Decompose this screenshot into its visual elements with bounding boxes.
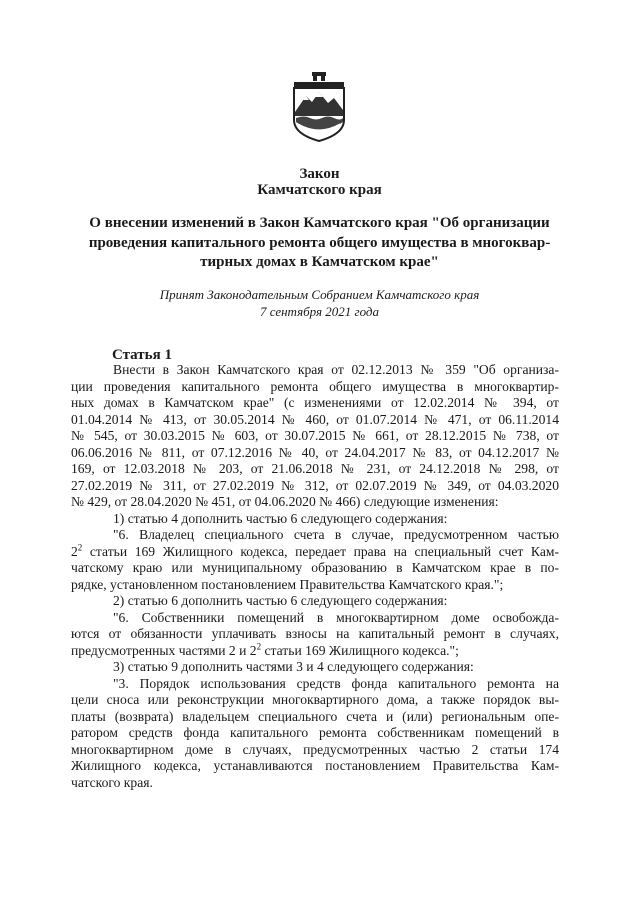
kamchatka-coat-of-arms-icon — [292, 72, 346, 142]
law-title-line: проведения капитального ремонта общего имущества в многоквар- — [88, 234, 551, 251]
body-line-with-superscript — [71, 541, 559, 561]
body-line-part: предусмотренных частями 2 и 2 — [71, 642, 257, 658]
body-line: "3. Порядок использования средств фонда капитального ремонта на — [113, 675, 559, 691]
superscript-mark: 2 — [77, 541, 83, 552]
adoption-date: 7 сентября 2021 года — [259, 304, 380, 319]
adoption-body: Принят Законодательным Собранием Камчатского края — [159, 287, 480, 302]
law-word: Закон — [299, 166, 340, 182]
law-title-line: О внесении изменений в Закон Камчатского края "Об организации — [89, 215, 550, 231]
law-title — [60, 214, 579, 273]
body-line-with-superscript — [71, 640, 559, 660]
body-line: ратором средств фонда капитального ремонта собственникам помещений в — [71, 725, 559, 740]
body-line: чатского края. — [71, 774, 153, 790]
body-line: "6. Владелец специального счета в случае, предусмотренном частью — [113, 527, 559, 542]
body-line-part: 2 — [71, 543, 78, 559]
article-heading: Статья 1 — [112, 347, 172, 363]
article-body — [71, 362, 559, 791]
body-line-part: статьи 169 Жилищного кодекса, передает права на специальный счет Кам- — [82, 543, 559, 559]
body-line: чатскому краю или муниципальному образованию в Камчатском крае в по- — [71, 560, 559, 575]
body-line: 3) статью 9 дополнить частями 3 и 4 следующего содержания: — [113, 659, 474, 674]
body-line: Внести в Закон Камчатского края от 02.12.2013 № 359 "Об организа- — [113, 362, 559, 377]
adoption-note — [60, 286, 579, 320]
body-line: 169, от 12.03.2018 № 203, от 21.06.2018 № 231, от 24.12.2018 № 298, от — [71, 461, 559, 476]
body-line: "6. Собственники помещений в многоквартирном доме освобожда- — [113, 609, 559, 625]
law-title-line: тирных домах в Камчатском крае" — [200, 254, 439, 270]
body-line: 27.02.2019 № 311, от 27.02.2019 № 312, от 02.07.2019 № 349, от 04.03.2020 — [71, 477, 559, 493]
body-line-part: статьи 169 Жилищного кодекса."; — [261, 642, 459, 658]
body-line: № 545, от 30.03.2015 № 603, от 30.07.2015 № 661, от 28.12.2015 № 738, от — [71, 428, 559, 443]
body-line: ции проведения капитального ремонта общего имущества в многоквартир- — [71, 378, 559, 394]
body-line: цели сноса или реконструкции многоквартирного дома, а также порядок вы- — [71, 692, 559, 707]
body-line: 2) статью 6 дополнить частью 6 следующего содержания: — [113, 593, 448, 608]
superscript-mark: 2 — [256, 640, 262, 651]
body-line: ных домах в Камчатском крае" (с изменениями от 12.02.2014 № 394, от — [71, 395, 559, 410]
region-name: Камчатского края — [257, 182, 382, 198]
body-line: 01.04.2014 № 413, от 30.05.2014 № 460, от 01.07.2014 № 471, от 06.11.2014 — [71, 411, 559, 427]
body-line: 1) статью 4 дополнить частью 6 следующего содержания: — [113, 510, 448, 526]
body-line: платы (возврата) владельцем специального счета и (или) региональным опе- — [71, 708, 559, 724]
body-line: рядке, установленном постановлением Правительства Камчатского края."; — [71, 576, 504, 592]
body-line: многоквартирном доме в случаях, предусмотренных частью 2 статьи 174 — [71, 741, 559, 757]
body-line: ются от обязанности уплачивать взносы на капитальный ремонт в случаях, — [71, 626, 559, 641]
body-line: № 429, от 28.04.2020 № 451, от 04.06.2020 № 466) следующие изменения: — [71, 494, 499, 509]
body-line: 06.06.2016 № 811, от 07.12.2016 № 40, от 24.04.2017 № 83, от 04.12.2017 № — [71, 444, 559, 460]
body-line: Жилищного кодекса, устанавливаются постановлением Правительства Кам- — [71, 758, 559, 773]
